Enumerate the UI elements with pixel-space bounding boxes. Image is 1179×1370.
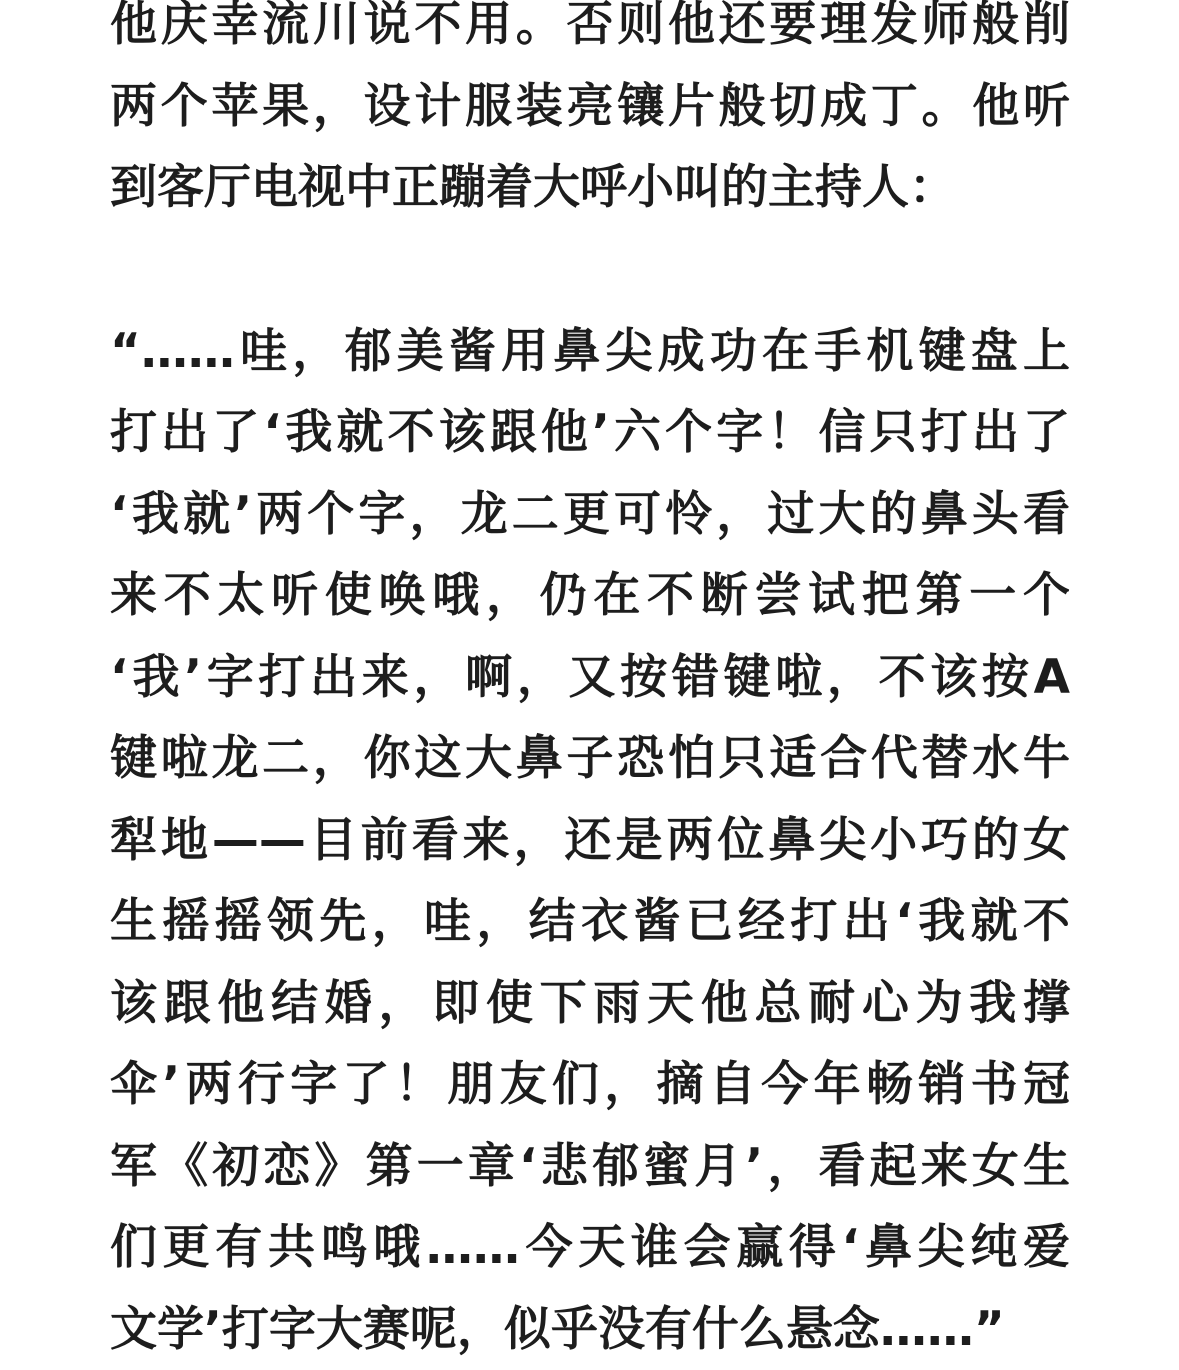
text-line: ‘我’字打出来，啊，又按错键啦，不该按A bbox=[110, 637, 1070, 719]
text-line: “……哇，郁美酱用鼻尖成功在手机键盘上 bbox=[110, 311, 1070, 393]
text-line: 来不太听使唤哦，仍在不断尝试把第一个 bbox=[110, 555, 1070, 637]
text-line: 文学’打字大赛呢，似乎没有什么悬念……” bbox=[110, 1289, 1070, 1370]
text-line: 两个苹果，设计服装亮镶片般切成丁。他听 bbox=[110, 66, 1070, 148]
text-line: 到客厅电视中正蹦着大呼小叫的主持人： bbox=[110, 147, 1070, 229]
article-body bbox=[110, 0, 1070, 1370]
text-line: 他庆幸流川说不用。否则他还要理发师般削 bbox=[110, 0, 1070, 66]
text-line: 键啦龙二，你这大鼻子恐怕只适合代替水牛 bbox=[110, 718, 1070, 800]
text-line: 伞’两行字了！朋友们，摘自今年畅销书冠 bbox=[110, 1044, 1070, 1126]
text-line: 军《初恋》第一章‘悲郁蜜月’，看起来女生 bbox=[110, 1126, 1070, 1208]
text-line: ‘我就’两个字，龙二更可怜，过大的鼻头看 bbox=[110, 474, 1070, 556]
text-line: 该跟他结婚，即使下雨天他总耐心为我撑 bbox=[110, 963, 1070, 1045]
text-line: 打出了‘我就不该跟他’六个字！信只打出了 bbox=[110, 392, 1070, 474]
paragraph-quote bbox=[110, 311, 1070, 1370]
paragraph-gap bbox=[110, 229, 1070, 311]
text-line: 生摇摇领先，哇，结衣酱已经打出‘我就不 bbox=[110, 881, 1070, 963]
text-line: 犁地——目前看来，还是两位鼻尖小巧的女 bbox=[110, 800, 1070, 882]
paragraph-intro bbox=[110, 0, 1070, 229]
text-line: 们更有共鸣哦……今天谁会赢得‘鼻尖纯爱 bbox=[110, 1207, 1070, 1289]
